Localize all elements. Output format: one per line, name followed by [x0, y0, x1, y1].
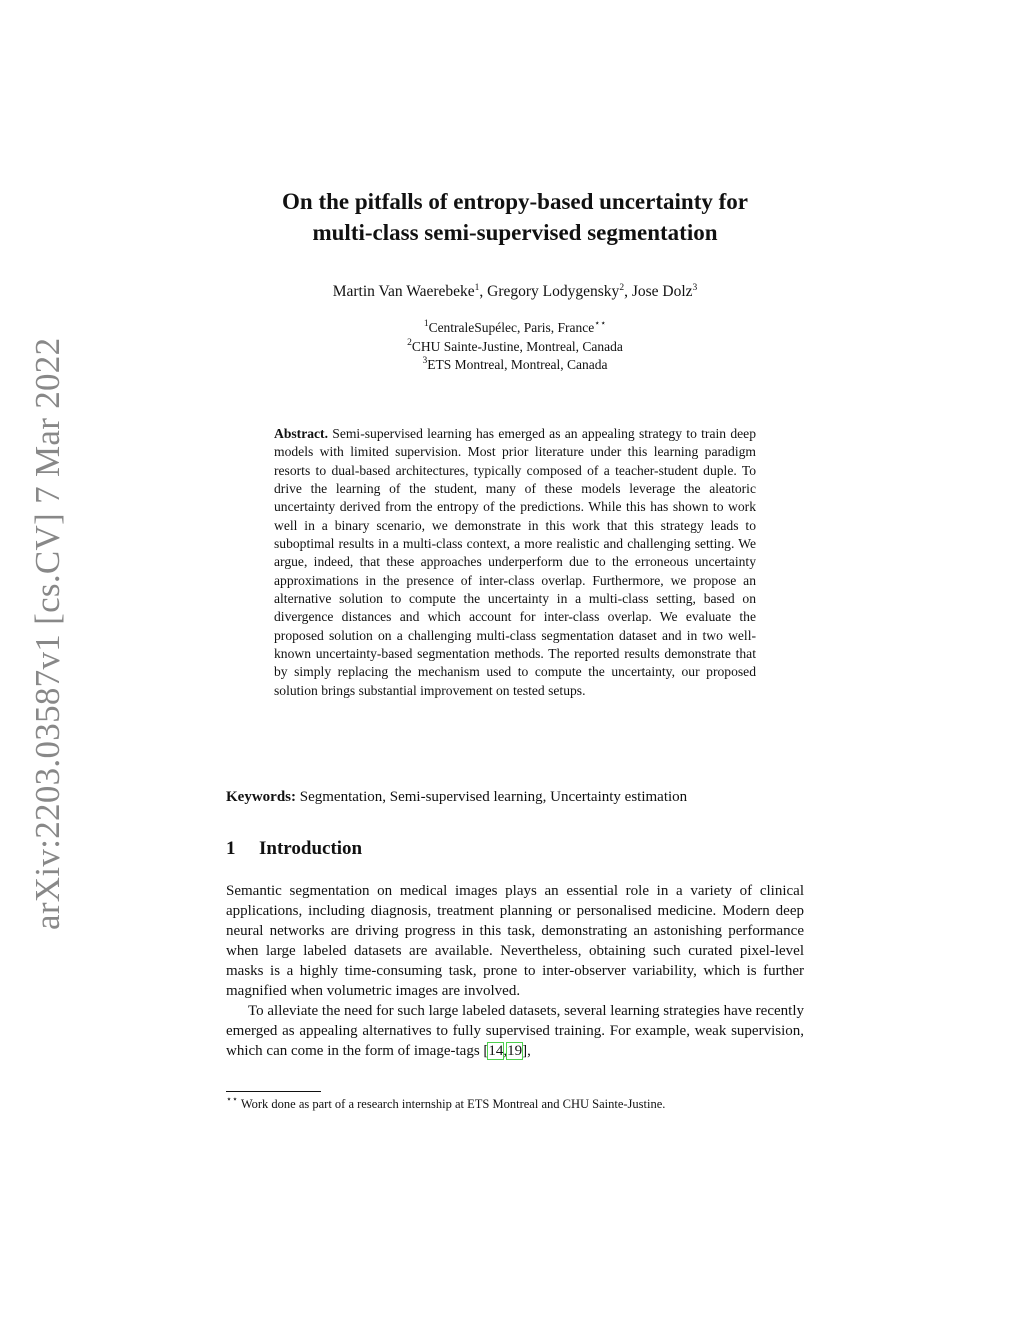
affiliation-sup: 1: [423, 319, 429, 329]
section-heading: [226, 838, 362, 860]
affiliation-sup: 2: [407, 337, 412, 348]
title-line-2: multi-class semi-supervised segmentation: [312, 220, 718, 245]
footnote-marker: ⋆⋆: [226, 1095, 238, 1105]
paragraph: [226, 1001, 804, 1061]
citation-bracket: [: [483, 1043, 489, 1059]
abstract: [274, 425, 756, 700]
keywords: [226, 789, 806, 806]
author-name: Jose Dolz: [631, 283, 693, 300]
title-line-1: On the pitfalls of entropy-based uncertainty for: [282, 189, 748, 214]
section-title: Introduction: [259, 838, 363, 859]
author-sep: ,: [624, 283, 632, 300]
footnote-text: Work done as part of a research internship at ETS Montreal and CHU Sainte-Justine.: [240, 1097, 666, 1111]
author-affil-sup: 2: [619, 283, 625, 293]
citation-bracket: ],: [522, 1043, 531, 1059]
footnote: [226, 1097, 816, 1112]
keywords-label: Keywords:: [226, 789, 296, 805]
affiliation-text: CHU Sainte-Justine, Montreal, Canada: [411, 338, 623, 354]
author-name: Gregory Lodygensky: [487, 283, 620, 300]
footnote-rule: [226, 1091, 321, 1092]
paragraph: Semantic segmentation on medical images plays an essential role in a variety of clinical applications, including diagnosis, treatment planning or personalised medicine. Modern deep neural networks are driving progress in this task, demonstrating an astonishing performance when large labeled datasets are available. Nevertheless, obtaining such curated pixel-level masks is a highly time-consuming task, prone to inter-observer variability, which is further magnified when volumetric images are involved.: [226, 883, 804, 999]
paragraph-text: To alleviate the need for such large labeled datasets, several learning strategies have recently emerged as appealing alternatives to fully supervised training. For example, weak supervision, which can come in the form of image-tags: [226, 1003, 804, 1059]
affiliation-sup: 3: [422, 356, 428, 366]
author-list: [225, 283, 805, 301]
author-affil-sup: 3: [692, 283, 698, 293]
affiliation-text: CentraleSupélec, Paris, France: [428, 320, 595, 335]
abstract-label: Abstract.: [274, 426, 328, 441]
citation-link[interactable]: 19: [507, 1043, 523, 1059]
affiliation: [225, 338, 805, 357]
footnote-marker: ⋆⋆: [594, 319, 607, 329]
author-name: Martin Van Waerebeke: [332, 283, 475, 300]
arxiv-id: arXiv:2203.03587v1 [cs.CV] 7 Mar 2022: [28, 337, 67, 930]
affiliation-list: [225, 319, 805, 375]
paper-title: [225, 186, 805, 248]
section-number: 1: [226, 838, 236, 859]
affiliation: [225, 356, 805, 375]
author-affil-sup: 1: [474, 283, 480, 293]
citation-link[interactable]: 14: [488, 1043, 504, 1059]
affiliation: [225, 319, 805, 338]
citation-separator: ,: [503, 1043, 508, 1059]
abstract-text: Semi-supervised learning has emerged as an appealing strategy to train deep models with limited supervision. Most prior literature under this learning paradigm resorts to dual-based architectures, typically composed of a teacher-student duple. To drive the learning of the student, many of these models leverage the aleatoric uncertainty derived from the entropy of the predictions. While this has shown to work well in a binary scenario, we demonstrate in this work that this strategy leads to suboptimal results in a multi-class context, a more realistic and challenging setting. We argue, indeed, that these approaches underperform due to the erroneous uncertainty approximations in the presence of inter-class overlap. Furthermore, we propose an alternative solution to compute the uncertainty in a multi-class setting, based on divergence distances and which account for inter-class overlap. We evaluate the proposed solution on a challenging multi-class segmentation dataset and in two well-known uncertainty-based segmentation methods. The reported results demonstrate that by simply replacing the mechanism used to compute the uncertainty, our proposed solution brings substantial improvement on tested setups.: [274, 426, 756, 698]
affiliation-text: ETS Montreal, Montreal, Canada: [427, 357, 608, 372]
author-sep: ,: [479, 283, 488, 300]
keywords-text: Segmentation, Semi-supervised learning, Uncertainty estimation: [299, 789, 688, 805]
body-text: [226, 881, 804, 1061]
